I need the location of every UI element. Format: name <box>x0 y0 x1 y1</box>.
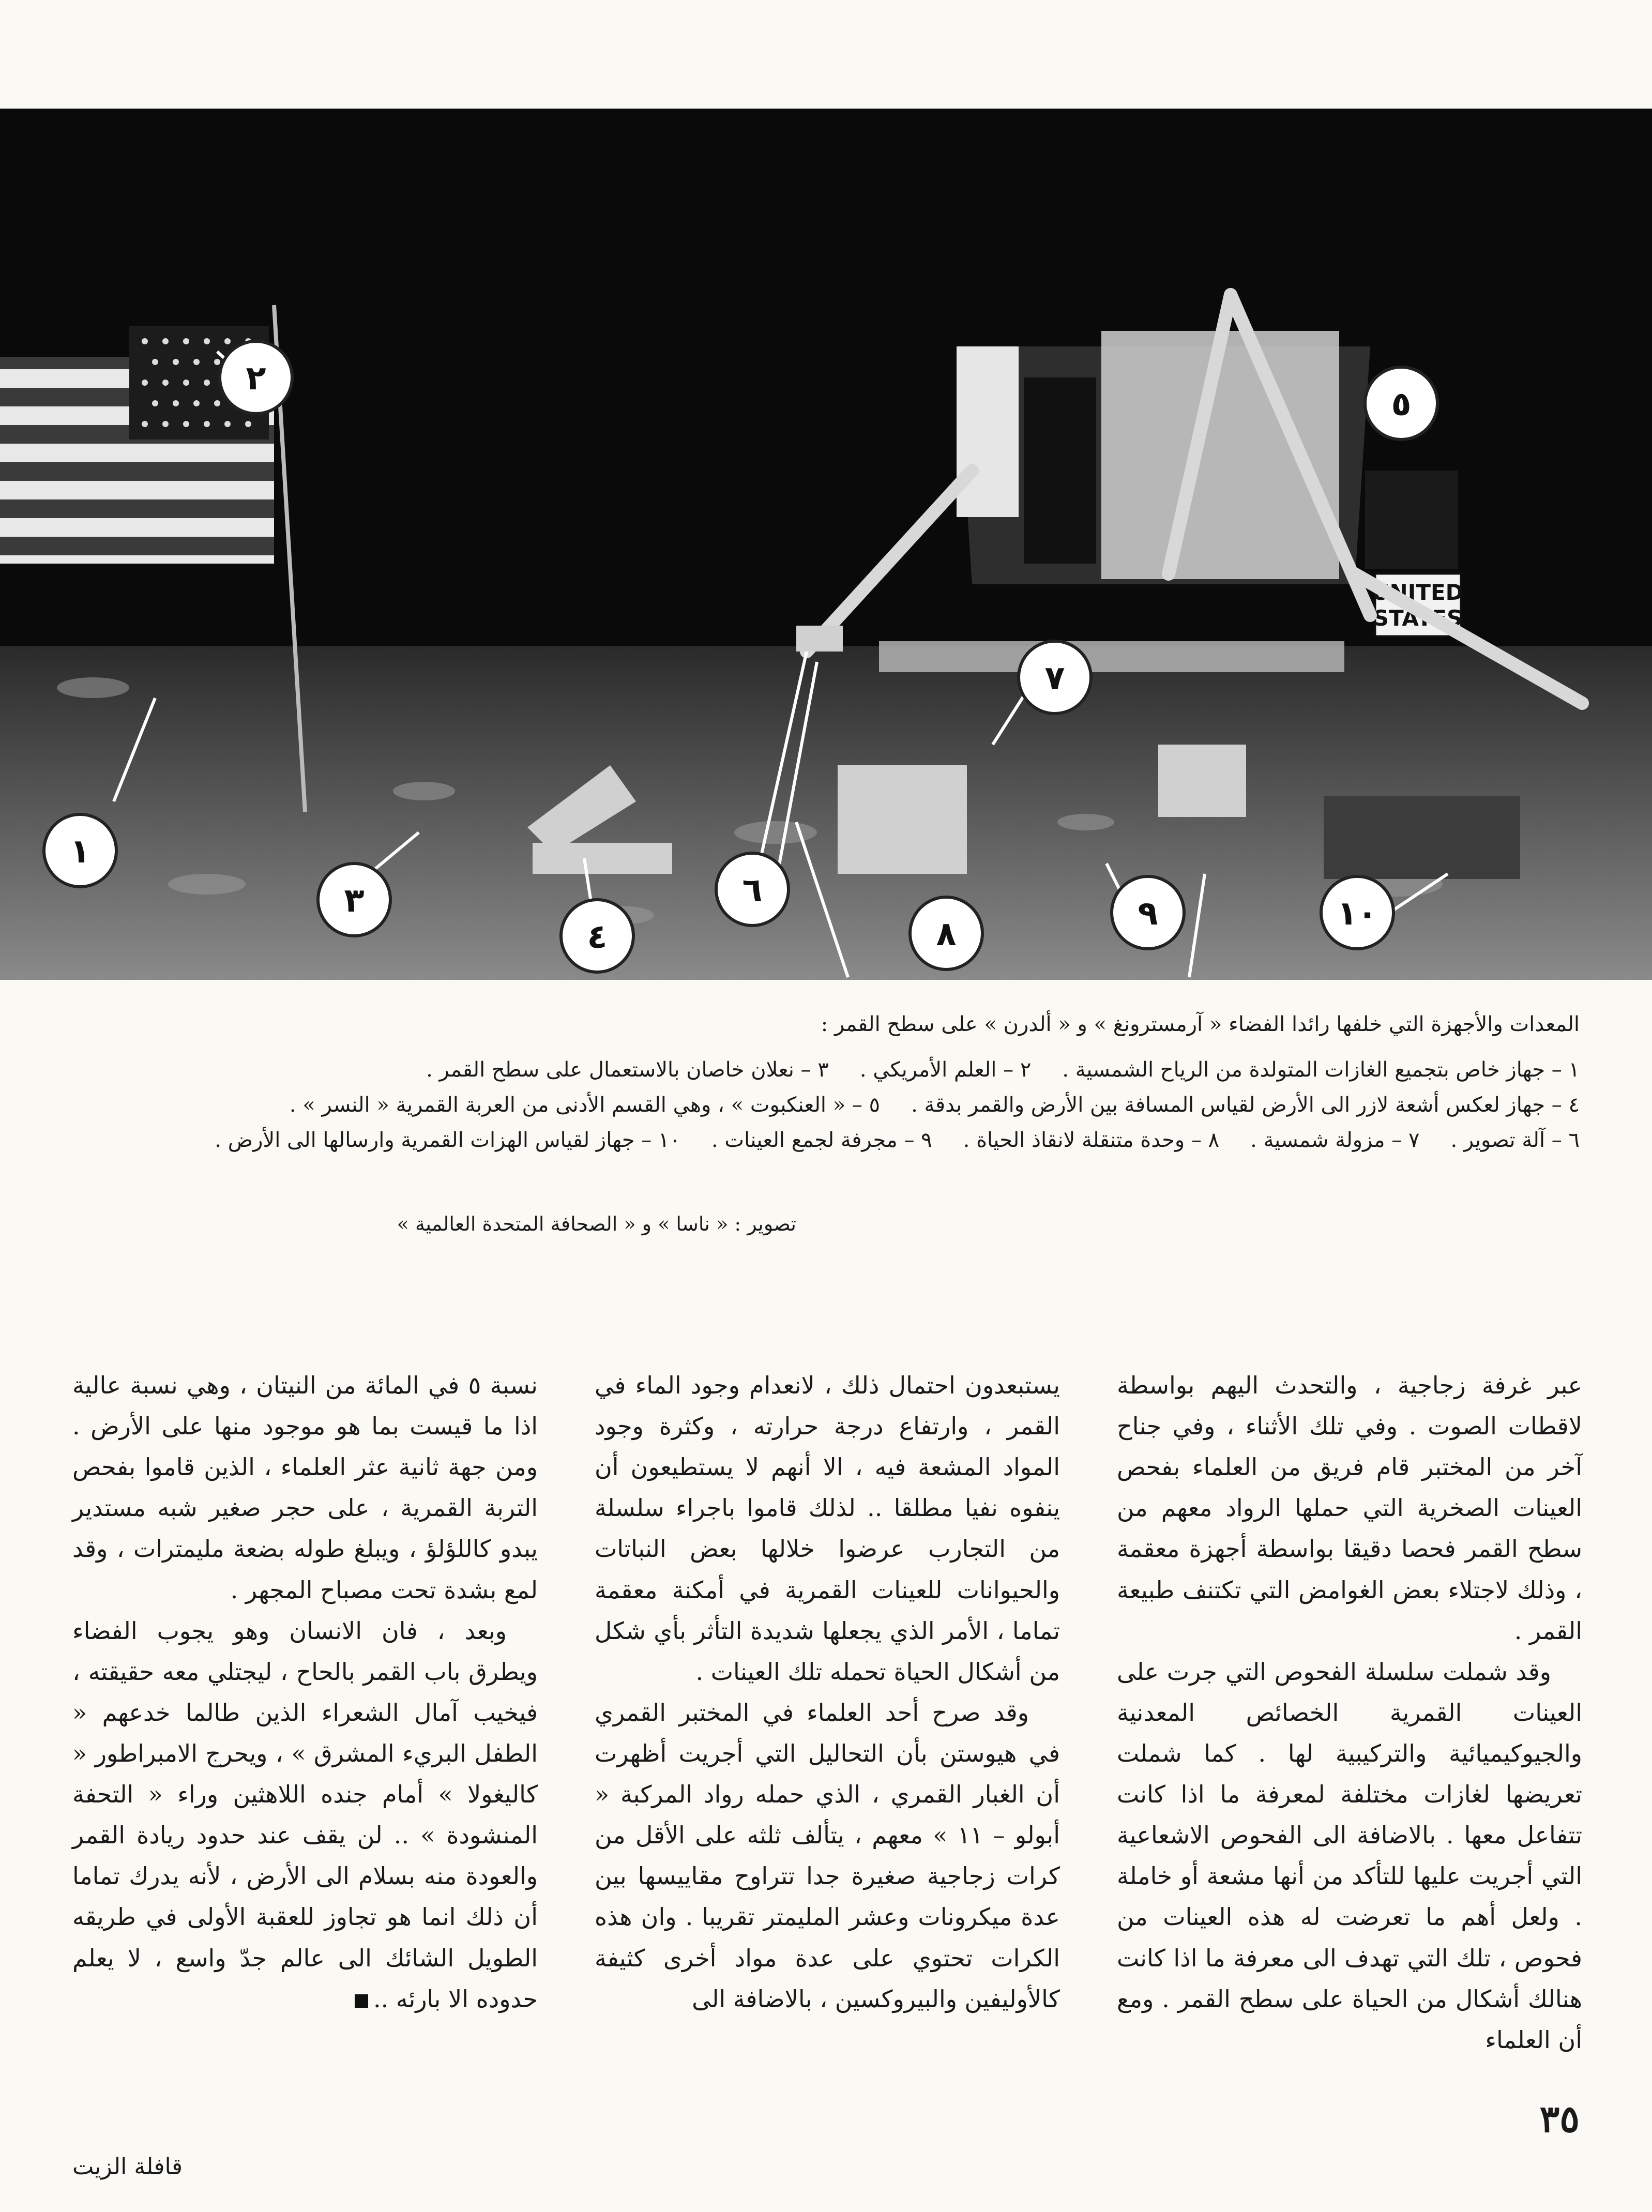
paragraph-text: وبعد ، فان الانسان وهو يجوب الفضاء ويطرق باب القمر بالحاح ، ليجتلي معه حقيقته ، فيخيب آمال الشعراء الذين طالما خدعهم « الطفل البريء المشرق » ، ويحرج الامبراطور « كاليغولا » أمام جنده اللاهثين وراء « التحفة المنشودة » .. لن يقف عند حدود ريادة القمر والعودة منه بسلام الى الأرض ، لأنه يدرك تماما أن ذلك انما هو تجاوز للعقبة الأولى في طريقه الطويل الشائك الى عالم جدّ واسع ، لا يعلم حدوده الا بارئه .. <box>72 1616 538 2013</box>
paragraph: وقد صرح أحد العلماء في المختبر القمري في هيوستن بأن التحاليل التي أجريت أظهرت أن الغبار القمري ، الذي حمله رواد المركبة « أبولو – ١١ » معهم ، يتألف ثلثه على الأقل من كرات زجاجية صغيرة جدا تتراوح مقاييسها بين عدة ميكرونات وعشر المليمتر تقريبا . وان هذه الكرات تحتوي على عدة مواد أخرى كثيفة كالأوليفين والبيروكسين ، بالاضافة الى <box>595 1698 1060 2013</box>
photo-credit: تصوير : « ناسا » و « الصحافة المتحدة العالمية » <box>397 1213 796 1235</box>
lm-label-line1: UNITED <box>1372 580 1464 605</box>
legend-item-4: ٤ – جهاز لعكس أشعة لازر الى الأرض لقياس المسافة بين الأرض والقمر بدقة . <box>911 1093 1580 1117</box>
article-column-2 <box>595 1365 1060 2058</box>
legend-item-2: ٢ – العلم الأمريكي . <box>859 1058 1032 1082</box>
legend-item-9: ٩ – مجرفة لجمع العينات . <box>711 1128 932 1152</box>
callout-5 <box>1365 367 1437 440</box>
svg-text:١٠: ١٠ <box>1337 895 1378 933</box>
legend-item-3: ٣ – نعلان خاصان بالاستعمال على سطح القمر . <box>426 1058 829 1082</box>
svg-text:٢: ٢ <box>246 359 266 398</box>
legend-item-7: ٧ – مزولة شمسية . <box>1250 1128 1420 1152</box>
callout-7 <box>1019 641 1091 714</box>
callout-2 <box>220 341 292 414</box>
legend-row-1 <box>70 1054 1580 1086</box>
callout-4 <box>561 900 633 972</box>
legend-row-3 <box>70 1124 1580 1156</box>
svg-text:٣: ٣ <box>344 882 365 920</box>
legend-item-5: ٥ – « العنكبوت » ، وهي القسم الأدنى من العربة القمرية « النسر » . <box>289 1093 881 1117</box>
lm-label-line2: STATES <box>1373 605 1463 631</box>
photo-caption <box>70 1008 1580 1159</box>
callout-1 <box>44 814 116 887</box>
article-column-3 <box>72 1365 538 2058</box>
legend-item-6: ٦ – آلة تصوير . <box>1450 1128 1580 1152</box>
callout-9 <box>1112 876 1184 949</box>
paragraph <box>72 1611 538 2020</box>
magazine-name: قافلة الزيت <box>72 2154 183 2180</box>
svg-text:٨: ٨ <box>936 915 957 953</box>
article-column-1 <box>1117 1365 1582 2058</box>
callout-10 <box>1321 876 1393 949</box>
lunar-surface-photo <box>0 109 1652 980</box>
legend-item-8: ٨ – وحدة متنقلة لانقاذ الحياة . <box>963 1128 1220 1152</box>
svg-text:٥: ٥ <box>1391 385 1412 423</box>
legend-item-10: ١٠ – جهاز لقياس الهزات القمرية وارسالها الى الأرض . <box>215 1128 680 1152</box>
svg-text:٩: ٩ <box>1138 895 1158 933</box>
svg-text:٧: ٧ <box>1044 659 1065 698</box>
legend-item-1: ١ – جهاز خاص بتجميع الغازات المتولدة من الرياح الشمسية . <box>1062 1058 1580 1082</box>
caption-intro: المعدات والأجهزة التي خلفها رائدا الفضاء « آرمسترونغ » و « ألدرن » على سطح القمر : <box>821 1012 1580 1036</box>
svg-text:٤: ٤ <box>587 918 608 956</box>
paragraph: نسبة ٥ في المائة من النيتان ، وهي نسبة عالية اذا ما قيست بما هو موجود منها على الأرض . ومن جهة ثانية عثر العلماء ، الذين قاموا بفحص التربة القمرية ، على حجر صغير شبه مستدير يبدو كاللؤلؤ ، ويبلغ طوله بضعة مليمترات ، وقد لمع بشدة تحت مصباح المجهر . <box>72 1371 538 1604</box>
callout-6 <box>716 853 789 926</box>
paragraph: عبر غرفة زجاجية ، والتحدث اليهم بواسطة لاقطات الصوت . وفي تلك الأثناء ، وفي جناح آخر من المختبر قام فريق من العلماء بفحص العينات الصخرية التي حملها الرواد معهم من سطح القمر فحصا دقيقا بواسطة أجهزة معقمة ، وذلك لاجتلاء بعض الغوامض التي تكتنف طبيعة القمر . <box>1117 1371 1582 1645</box>
legend-row-2 <box>70 1089 1580 1121</box>
callout-3 <box>318 863 390 936</box>
svg-text:١: ١ <box>70 832 90 871</box>
callout-8 <box>910 897 982 969</box>
paragraph: وقد شملت سلسلة الفحوص التي جرت على العينات القمرية الخصائص المعدنية والجيوكيميائية والتركيبية لها . كما شملت تعريضها لغازات مختلفة لمعرفة ما اذا كانت تتفاعل معها . بالاضافة الى الفحوص الاشعاعية التي أجريت عليها للتأكد من أنها مشعة أو خاملة . ولعل أهم ما تعرضت له هذه العينات من فحوص ، تلك التي تهدف الى معرفة ما اذا كانت هنالك أشكال من الحياة على سطح القمر . ومع أن العلماء <box>1117 1657 1582 2054</box>
photo-illustration <box>0 109 1652 980</box>
article-body <box>72 1365 1582 2058</box>
page-number: ٣٥ <box>1539 2097 1580 2141</box>
svg-text:٦: ٦ <box>742 871 763 910</box>
end-of-article-mark <box>355 1994 368 2008</box>
paragraph: يستبعدون احتمال ذلك ، لانعدام وجود الماء في القمر ، وارتفاع درجة حرارته ، وكثرة وجود المواد المشعة فيه ، الا أنهم لا يستطيعون أن ينفوه نفيا مطلقا .. لذلك قاموا باجراء سلسلة من التجارب عرضوا خلالها بعض النباتات والحيوانات للعينات القمرية في أمكنة معقمة تماما ، الأمر الذي يجعلها شديدة التأثر بأي شكل من أشكال الحياة تحمله تلك العينات . <box>595 1371 1060 1686</box>
